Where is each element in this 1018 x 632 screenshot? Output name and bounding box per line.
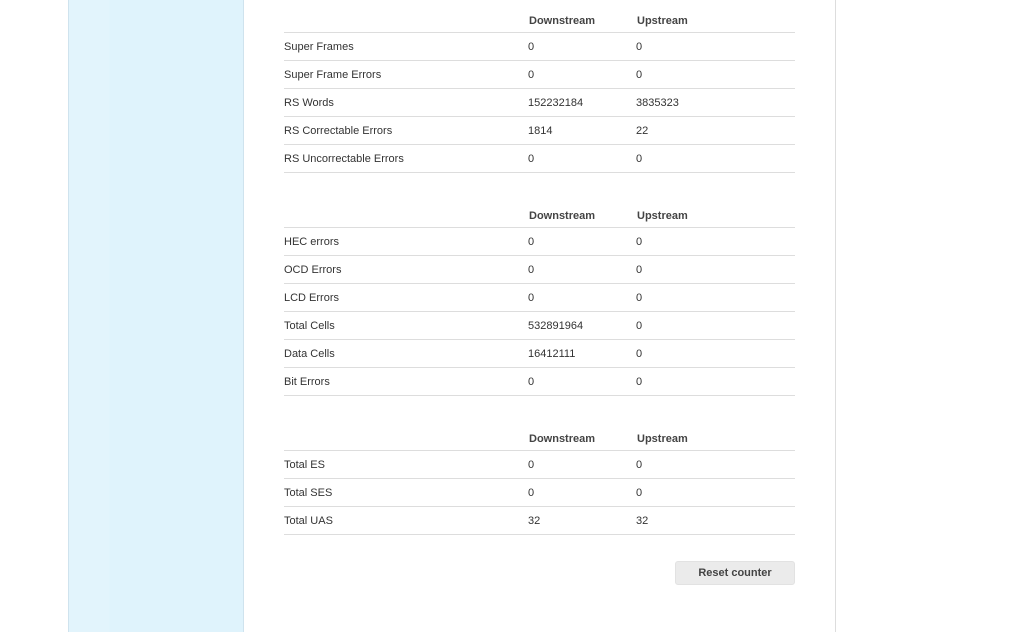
downstream-value: 0 — [528, 256, 636, 284]
table-row — [284, 228, 795, 256]
header-upstream: Upstream — [636, 428, 795, 451]
table-row — [284, 145, 795, 173]
upstream-value: 0 — [636, 368, 795, 396]
header-label — [284, 205, 528, 228]
row-label: Total SES — [284, 479, 528, 507]
table-row — [284, 256, 795, 284]
table-row — [284, 312, 795, 340]
row-label: Total UAS — [284, 507, 528, 535]
line-statistics-table — [284, 10, 795, 173]
downstream-value: 0 — [528, 479, 636, 507]
upstream-value: 0 — [636, 479, 795, 507]
upstream-value: 0 — [636, 228, 795, 256]
table-row — [284, 451, 795, 479]
table-header-row — [284, 428, 795, 451]
upstream-value: 0 — [636, 284, 795, 312]
row-label: OCD Errors — [284, 256, 528, 284]
reset-counter-button[interactable]: Reset counter — [675, 561, 795, 585]
row-label: Bit Errors — [284, 368, 528, 396]
table-row — [284, 340, 795, 368]
table-header-row — [284, 205, 795, 228]
downstream-value: 32 — [528, 507, 636, 535]
upstream-value: 0 — [636, 33, 795, 61]
error-seconds-table — [284, 428, 795, 535]
row-label: Super Frames — [284, 33, 528, 61]
upstream-value: 32 — [636, 507, 795, 535]
header-downstream: Downstream — [528, 10, 636, 33]
table-row — [284, 61, 795, 89]
table-row — [284, 33, 795, 61]
header-label — [284, 428, 528, 451]
table-row — [284, 479, 795, 507]
row-label: RS Correctable Errors — [284, 117, 528, 145]
upstream-value: 0 — [636, 451, 795, 479]
row-label: Super Frame Errors — [284, 61, 528, 89]
atm-statistics-table — [284, 205, 795, 396]
upstream-value: 0 — [636, 256, 795, 284]
upstream-value: 0 — [636, 312, 795, 340]
downstream-value: 0 — [528, 368, 636, 396]
sidebar — [68, 0, 244, 632]
upstream-value: 22 — [636, 117, 795, 145]
downstream-value: 0 — [528, 284, 636, 312]
row-label: Total ES — [284, 451, 528, 479]
upstream-value: 0 — [636, 61, 795, 89]
table-row — [284, 368, 795, 396]
downstream-value: 0 — [528, 33, 636, 61]
upstream-value: 0 — [636, 340, 795, 368]
upstream-value: 0 — [636, 145, 795, 173]
content-border — [835, 0, 836, 632]
downstream-value: 16412111 — [528, 340, 636, 368]
table-row — [284, 89, 795, 117]
table-row — [284, 284, 795, 312]
table-row — [284, 117, 795, 145]
downstream-value: 0 — [528, 451, 636, 479]
table-row — [284, 507, 795, 535]
header-upstream: Upstream — [636, 205, 795, 228]
downstream-value: 0 — [528, 228, 636, 256]
downstream-value: 0 — [528, 61, 636, 89]
row-label: LCD Errors — [284, 284, 528, 312]
downstream-value: 0 — [528, 145, 636, 173]
header-downstream: Downstream — [528, 428, 636, 451]
row-label: RS Uncorrectable Errors — [284, 145, 528, 173]
header-label — [284, 10, 528, 33]
upstream-value: 3835323 — [636, 89, 795, 117]
row-label: Total Cells — [284, 312, 528, 340]
table-header-row — [284, 10, 795, 33]
row-label: RS Words — [284, 89, 528, 117]
downstream-value: 1814 — [528, 117, 636, 145]
header-upstream: Upstream — [636, 10, 795, 33]
downstream-value: 152232184 — [528, 89, 636, 117]
header-downstream: Downstream — [528, 205, 636, 228]
downstream-value: 532891964 — [528, 312, 636, 340]
row-label: Data Cells — [284, 340, 528, 368]
row-label: HEC errors — [284, 228, 528, 256]
